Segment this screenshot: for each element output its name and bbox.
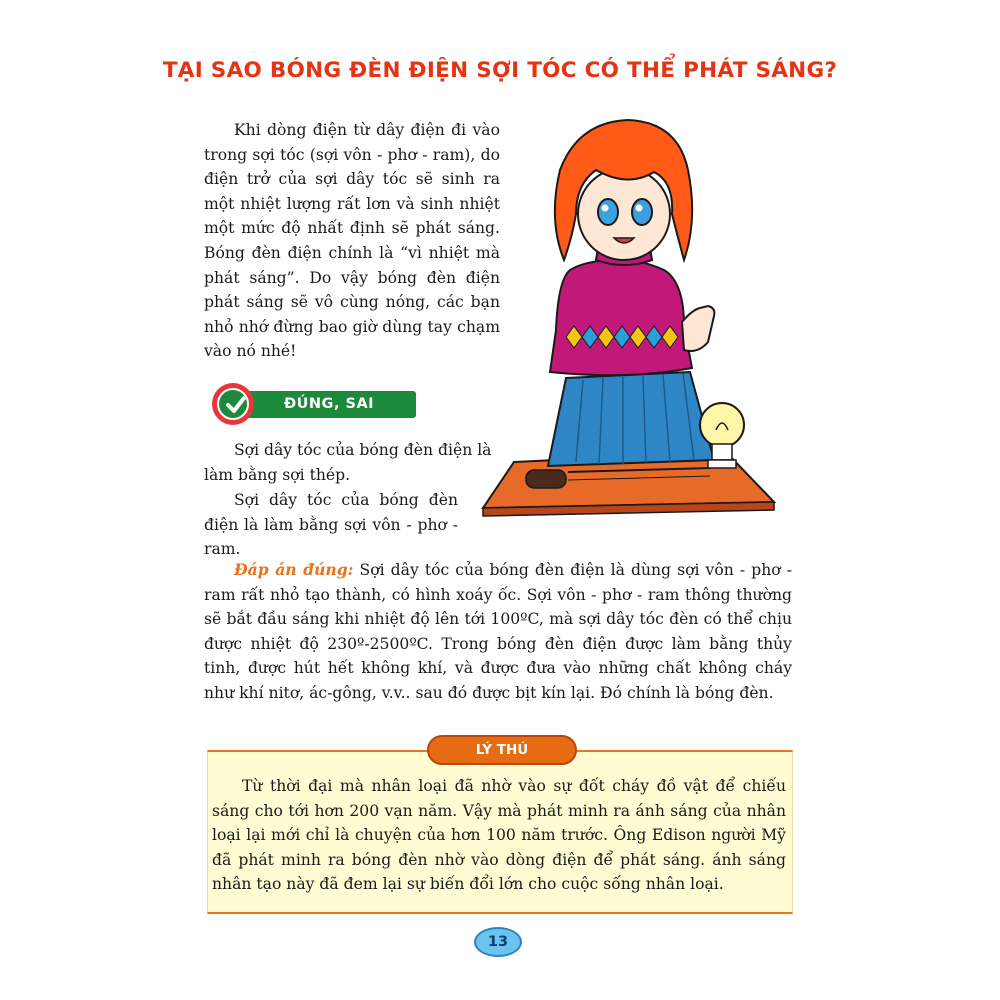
face [578,168,670,260]
badge-circle [212,383,254,425]
fun-fact-label: LÝ THÚ [427,735,577,765]
raised-hand [682,306,714,351]
page-title: TẠI SAO BÓNG ĐÈN ĐIỆN SỢI TÓC CÓ THỂ PHÁT SÁNG? [162,58,838,83]
answer-text: Sợi dây tóc của bóng đèn điện là dùng sợi vôn - phơ - ram rất nhỏ tạo thành, có hình xoáy ốc. Sợi vôn - phơ - ram thông thường sẽ bắt đầu sáng khi nhiệt độ lên tới 100ºC, mà sợi dây tóc đèn có thể chịu được nhiệt độ 230º-2500ºC. Trong bóng đèn điện được làm bằng thủy tinh, được hút hết không khí, và được đưa vào những chất không cháy như khí nitơ, ác-gông, v.v.. sau đó được bịt kín lại. Đó chính là bóng đèn. [204,561,792,702]
check-icon [226,396,246,414]
sweater [550,260,692,375]
answer-label: Đáp án đúng: [234,560,354,579]
badge-label: ĐÚNG, SAI [284,396,375,412]
fun-fact-paragraph [212,774,786,897]
fun-fact-text: Từ thời đại mà nhân loại đã nhờ vào sự đốt cháy đồ vật để chiếu sáng cho tới hơn 200 vạn năm. Vậy mà phát minh ra ánh sáng của nhân loại lại mới chỉ là chuyện của hơn 100 năm trước. Ông Edison người Mỹ đã phát minh ra bóng đèn nhờ vào dòng điện để phát sáng. ánh sáng nhân tạo này đã đem lại sự biến đổi lớn cho cuộc sống nhân loại. [212,777,786,894]
statement-1: Sợi dây tóc của bóng đèn điện là làm bằng sợi thép. [204,441,492,484]
intro-paragraph [204,118,500,364]
statement-2: Sợi dây tóc của bóng đèn điện là làm bằng sợi vôn - phơ - ram. [204,491,458,559]
badge-bar [234,391,416,418]
intro-text: Khi dòng điện từ dây điện đi vào trong sợi tóc (sợi vôn - phơ - ram), do điện trở của sợi dây tóc sẽ sinh ra một nhiệt lượng rất lơn và sinh nhiệt một mức độ nhất định sẽ phát sáng. Bóng đèn điện chính là “vì nhiệt mà phát sáng”. Do vậy bóng đèn điện phát sáng sẽ vô cùng nóng, các bạn nhỏ nhớ đừng bao giờ dùng tay chạm vào nó nhé! [204,121,500,361]
girl-with-light-bulb-illustration [478,110,796,530]
battery [526,470,566,488]
true-false-badge [212,383,417,425]
page-number: 13 [474,927,522,957]
answer-paragraph [204,558,792,706]
